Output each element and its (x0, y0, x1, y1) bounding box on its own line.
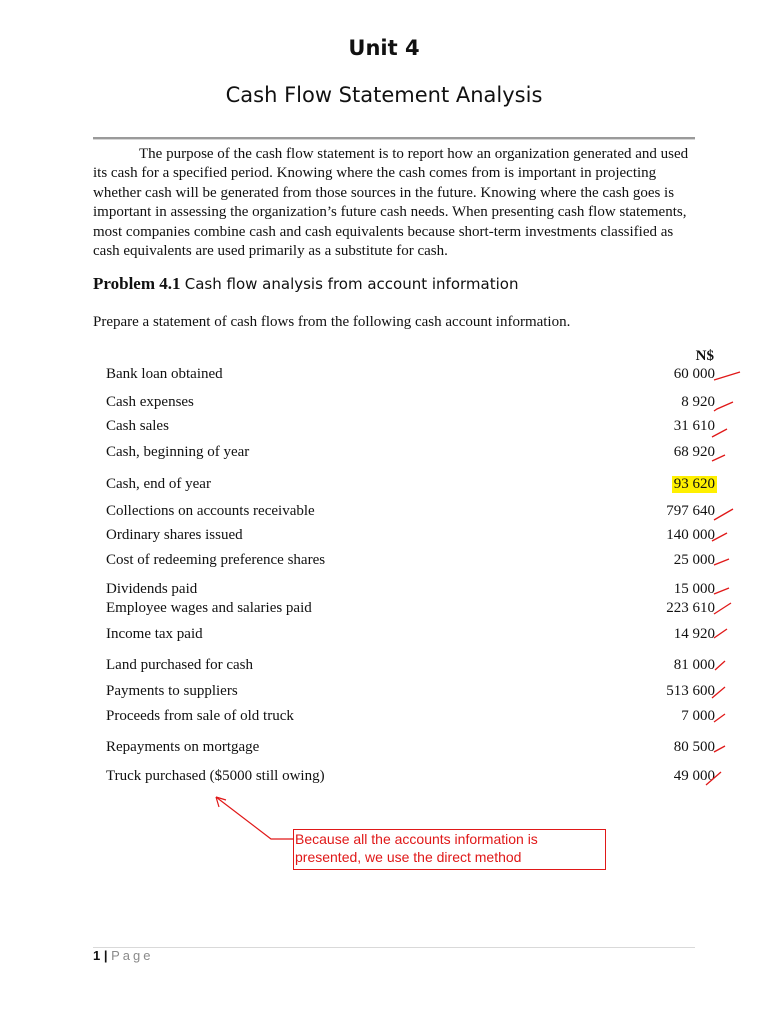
row-label: Dividends paid (106, 581, 198, 597)
page-footer (93, 948, 154, 963)
table-row (106, 708, 715, 728)
row-value: 8 920 (681, 394, 715, 410)
intro-text: The purpose of the cash flow statement is to report how an organization generated and used its cash for a specified period. Knowing where the cash comes from is important in projecting whether cash will be generated from those sources in the future. Knowing where the cash goes is important in assessing the organization’s future cash needs. When presenting cash flow statements, most companies combine cash and cash equivalents because short-term investments classified as cash equivalents are used primarily as a substitute for cash. (93, 146, 689, 260)
footer-divider (93, 947, 695, 948)
checkmark-icon (712, 711, 728, 725)
footer-separator: | (103, 948, 108, 963)
row-label: Bank loan obtained (106, 366, 223, 382)
problem-heading (93, 274, 518, 294)
row-label: Land purchased for cash (106, 657, 254, 673)
unit-title: Unit 4 (348, 36, 420, 60)
row-label: Ordinary shares issued (106, 527, 243, 543)
row-label: Collections on accounts receivable (106, 503, 315, 519)
highlighted-value: 93 620 (673, 476, 715, 492)
row-label: Income tax paid (106, 626, 203, 642)
page-word: Page (111, 948, 154, 963)
table-row (106, 626, 715, 646)
row-value: 140 000 (666, 527, 715, 543)
table-row (106, 527, 715, 547)
row-label: Employee wages and salaries paid (106, 600, 312, 616)
row-value: 80 500 (673, 739, 715, 755)
table-row (106, 418, 715, 438)
table-row (106, 476, 715, 496)
checkmark-icon (712, 556, 732, 568)
row-value: 60 000 (673, 366, 715, 382)
row-label: Cash sales (106, 418, 169, 434)
checkmark-icon (710, 685, 728, 701)
problem-number: Problem 4.1 (93, 274, 181, 293)
table-row (106, 768, 715, 788)
row-label: Cost of redeeming preference shares (106, 552, 326, 568)
row-value: 31 610 (673, 418, 715, 434)
table-row (106, 581, 715, 601)
table-row (106, 366, 715, 386)
table-row (106, 683, 715, 703)
intro-paragraph (93, 145, 697, 261)
checkmark-icon (712, 659, 728, 673)
currency-header: N$ (695, 348, 714, 364)
checkmark-icon (712, 368, 742, 384)
row-label: Repayments on mortgage (106, 739, 260, 755)
problem-instruction: Prepare a statement of cash flows from the following cash account information. (93, 314, 571, 330)
checkmark-icon (712, 742, 728, 756)
row-value: 15 000 (673, 581, 715, 597)
row-value: 68 920 (673, 444, 715, 460)
row-label: Proceeds from sale of old truck (106, 708, 294, 724)
annotation-callout: Because all the accounts information is presented, we use the direct method (293, 829, 606, 870)
checkmark-icon (704, 770, 724, 788)
row-label: Cash, end of year (106, 476, 211, 492)
row-value: 223 610 (666, 600, 715, 616)
row-value: 7 000 (681, 708, 715, 724)
row-value: 81 000 (673, 657, 715, 673)
row-label: Payments to suppliers (106, 683, 238, 699)
table-row (106, 552, 715, 572)
row-value: 49 000 (673, 768, 715, 784)
checkmark-icon (710, 452, 728, 464)
table-row (106, 657, 715, 677)
problem-title: Cash flow analysis from account information (184, 275, 519, 293)
row-value: 797 640 (666, 503, 715, 519)
row-label: Truck purchased ($5000 still owing) (106, 768, 325, 784)
row-label: Cash, beginning of year (106, 444, 250, 460)
title-divider (93, 137, 695, 140)
page-number: 1 (93, 948, 101, 963)
row-label: Cash expenses (106, 394, 194, 410)
table-row (106, 394, 715, 414)
checkmark-icon (712, 507, 736, 523)
checkmark-icon (712, 585, 732, 597)
page-title: Cash Flow Statement Analysis (225, 83, 543, 107)
checkmark-icon (712, 627, 730, 641)
checkmark-icon (710, 530, 730, 544)
table-row (106, 739, 715, 759)
row-value: 14 920 (673, 626, 715, 642)
table-row (106, 600, 715, 620)
row-value: 513 600 (666, 683, 715, 699)
checkmark-icon (712, 400, 736, 414)
table-row (106, 444, 715, 464)
checkmark-icon (710, 426, 730, 440)
row-value: 25 000 (673, 552, 715, 568)
checkmark-icon (712, 601, 734, 617)
table-row (106, 503, 715, 523)
